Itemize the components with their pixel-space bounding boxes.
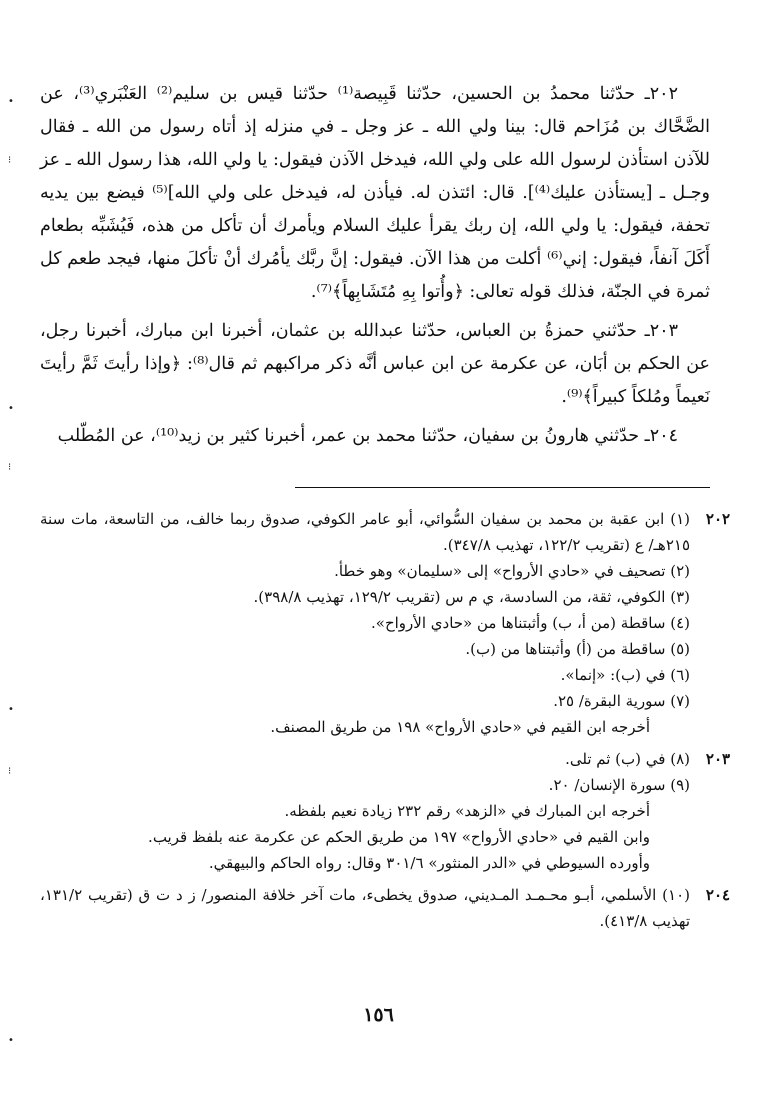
margin-dot: • — [8, 1035, 14, 1046]
footnote-takhrij: أخرجه ابن المبارك في «الزهد» رقم ٢٣٢ زيادة نعيم بلفظه. — [284, 802, 650, 820]
footnote-group — [40, 506, 731, 740]
main-text — [40, 78, 710, 459]
footnote-takhrij: وأورده السيوطي في «الدر المنثور» ٣٠١/٦ وقال: رواه الحاكم والبيهقي. — [208, 854, 650, 872]
footnote-line: (٥) ساقطة من (أ) وأثبتناها من (ب). — [465, 640, 690, 658]
footnote-line: (١٠) الأسلمي، أبـو محـمـد المـديني، صدوق يخطىء، مات آخر خلافة المنصور/ ز د ت ق (تقريب ١٣١/٢، تهذيب ٤١٣/٨). — [40, 886, 690, 930]
footnote-group-ref: ٢٠٣ — [705, 750, 731, 768]
footnote-line: (٣) الكوفي، ثقة، من السادسة، ي م س (تقريب ١٢٩/٢، تهذيب ٣٩٨/٨). — [253, 588, 690, 606]
margin-dot: ⁝ — [8, 462, 12, 473]
footnote-separator — [295, 487, 710, 488]
hadith-203: ٢٠٣ـ حدّثني حمزةُ بن العباس، حدّثنا عبدالله بن عثمان، أخبرنا ابن مبارك، أخبرنا رجل، عن الحكم بن أبَان، عن عكرمة عن ابن عباس أنَّه ذكر مراكبهم ثم قال⁽⁸⁾: ﴿وإذا رأيتَ ثَمَّ رأيتَ نَعيماً ومُلكاً كبيراً﴾⁽⁹⁾. — [40, 321, 710, 407]
margin-dot: ⁝ — [8, 766, 12, 777]
footnote-group — [40, 882, 731, 934]
footnote-takhrij: وابن القيم في «حادي الأرواح» ١٩٧ من طريق الحكم عن عكرمة عنه بلفظ قريب. — [148, 828, 650, 846]
margin-dot: • — [8, 403, 14, 414]
footnote-line: (٧) سورية البقرة/ ٢٥. — [553, 692, 690, 710]
page-number: ١٥٦ — [363, 1004, 394, 1026]
footnote-line: (٢) تصحيف في «حادي الأرواح» إلى «سليمان» وهو خطأ. — [334, 562, 690, 580]
footnote-line: (٩) سورة الإنسان/ ٢٠. — [548, 776, 690, 794]
footnote-line: (٤) ساقطة (من أ، ب) وأثبتناها من «حادي الأرواح». — [371, 614, 690, 632]
margin-dot: • — [8, 96, 14, 107]
footnote-line: (٦) في (ب): «إنما». — [560, 666, 690, 684]
footnote-line: (١) ابن عقبة بن محمد بن سفيان السُّوائي، أبو عامر الكوفي، صدوق ربما خالف، من التاسعة، مات سنة ٢١٥هـ/ ع (تقريب ١٢٢/٢، تهذيب ٣٤٧/٨). — [40, 510, 690, 554]
hadith-202: ٢٠٢ـ حدّثنا محمدُ بن الحسين، حدّثنا قَبِيصة⁽¹⁾ حدّثنا قيس بن سليم⁽²⁾ العَنْبَري⁽³⁾، عن الضَّحَّاك بن مُزَاحم قال: بينا ولي الله ـ عز وجل ـ في منزله إذ أتاه رسول من الله ـ فقال للآذن استأذن لرسول الله على ولي الله، فيدخل الآذن فيقول: يا ولي الله، هذا رسول الله ـ عز وجـل ـ [يستأذن عليك⁽⁴⁾]. قال: ائتذن له. فيأذن له، فيدخل على ولي الله]⁽⁵⁾ فيضع بين يديه تحفة، فيقول: يا ولي الله، إن ربك يقرأ عليك السلام ويأمرك أن تأكل من هذه، فَيُشَبِّه بطعام أَكَلَ آنفاً، فيقول: إني⁽⁶⁾ أكلت من هذا الآن. فيقول: إنَّ ربَّك يأمُرك أنْ تأكلَ منها، فيجد طعم كل ثمرة في الجنّة، فذلك قوله تعالى: ﴿وأُتوا بِهِ مُتَشَابِهاً﴾⁽⁷⁾. — [40, 84, 710, 302]
footnote-group-ref: ٢٠٤ — [705, 886, 731, 904]
footnotes — [40, 506, 731, 940]
footnote-takhrij: أخرجه ابن القيم في «حادي الأرواح» ١٩٨ من طريق المصنف. — [270, 718, 650, 736]
margin-dot: ⁝ — [8, 155, 12, 166]
footnote-group-ref: ٢٠٢ — [705, 510, 731, 528]
footnote-line: (٨) في (ب) ثم تلى. — [565, 750, 690, 768]
hadith-204: ٢٠٤ـ حدّثني هارونُ بن سفيان، حدّثنا محمد بن عمر، أخبرنا كثير بن زيد⁽¹⁰⁾، عن المُطّلب — [57, 426, 678, 446]
margin-dot: • — [8, 704, 14, 715]
footnote-group — [40, 746, 731, 876]
